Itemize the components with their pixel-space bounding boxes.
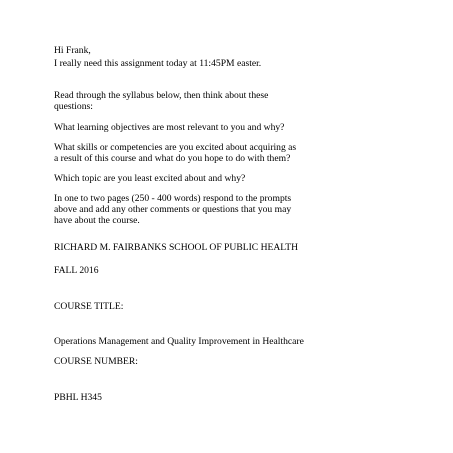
greeting: Hi Frank, xyxy=(54,45,91,56)
question-2-line-2: a result of this course and what do you hope to do with them? xyxy=(54,153,291,164)
term: FALL 2016 xyxy=(54,265,99,276)
course-title-label: COURSE TITLE: xyxy=(54,301,124,312)
instructions-line-2: questions: xyxy=(54,101,93,112)
prompt-line-2: above and add any other comments or questions that you may xyxy=(54,204,292,215)
course-title: Operations Management and Quality Improvement in Healthcare xyxy=(54,336,304,347)
course-number-label: COURSE NUMBER: xyxy=(54,356,138,367)
request-line: I really need this assignment today at 11:45PM easter. xyxy=(54,58,262,69)
instructions-line-1: Read through the syllabus below, then think about these xyxy=(54,90,269,101)
question-2-line-1: What skills or competencies are you excited about acquiring as xyxy=(54,142,297,153)
question-3: Which topic are you least excited about and why? xyxy=(54,173,246,184)
prompt-line-3: have about the course. xyxy=(54,215,140,226)
prompt-line-1: In one to two pages (250 - 400 words) respond to the prompts xyxy=(54,193,292,204)
question-1: What learning objectives are most relevant to you and why? xyxy=(54,122,285,133)
course-number: PBHL H345 xyxy=(54,392,102,403)
school-name: RICHARD M. FAIRBANKS SCHOOL OF PUBLIC HEALTH xyxy=(54,242,299,253)
